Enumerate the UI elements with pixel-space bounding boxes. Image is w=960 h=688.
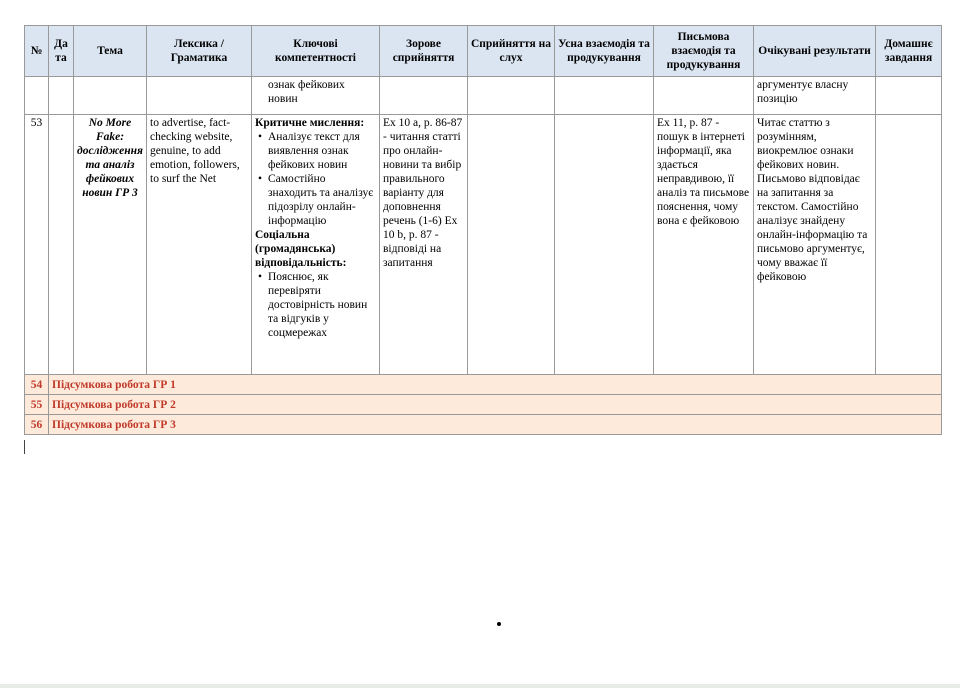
summary-row [25,415,942,435]
critical-thinking-list [255,130,376,228]
header-written: Письмова взаємодія та продукування [654,26,754,77]
cell-empty [25,77,49,115]
summary-row [25,375,942,395]
critical-thinking-heading: Критичне мислення: [255,117,365,129]
window-bottom-edge [0,684,960,688]
cell-empty [49,77,74,115]
list-item: • Аналізує текст для виявлення ознак фейкових новин [268,130,376,172]
header-homework: Домашнє завдання [876,26,942,77]
continuation-row [25,77,942,115]
header-results: Очікувані результати [754,26,876,77]
summary-title: Підсумкова робота ГР 2 [49,395,942,415]
list-item: • Самостійно знаходить та аналізує підозрілу онлайн-інформацію [268,172,376,228]
cont-competences-cell [252,77,380,115]
header-competences: Ключові компетентності [252,26,380,77]
lesson-competences [252,115,380,375]
cell-empty [555,77,654,115]
page-dot [497,622,501,626]
lesson-plan-table [24,25,942,435]
header-vocab: Лексика / Граматика [147,26,252,77]
header-listening: Сприйняття на слух [468,26,555,77]
summary-row [25,395,942,415]
lesson-written: Ex 11, p. 87 - пошук в інтернеті інформації, яка здається неправдивою, її аналіз та письмове пояснення, чому вона є фейковою [654,115,754,375]
summary-title: Підсумкова робота ГР 3 [49,415,942,435]
cont-competences-text: ознак фейкових новин [268,79,345,105]
cell-empty [74,77,147,115]
cell-empty [468,77,555,115]
cell-empty [380,77,468,115]
lesson-oral [555,115,654,375]
header-date: Да та [49,26,74,77]
summary-num: 55 [25,395,49,415]
header-num: № [25,26,49,77]
cell-empty [654,77,754,115]
lesson-date [49,115,74,375]
lesson-theme: No More Fake: дослідження та аналіз фейкових новин ГР 3 [74,115,147,375]
summary-num: 54 [25,375,49,395]
header-theme: Тема [74,26,147,77]
text-cursor [24,440,25,454]
header-row [25,26,942,77]
summary-num: 56 [25,415,49,435]
cont-results-cell: аргументує власну позицію [754,77,876,115]
cell-empty [147,77,252,115]
header-oral: Усна взаємодія та продукування [555,26,654,77]
social-responsibility-heading: Соціальна (громадянська) відповідальність: [255,229,347,269]
lesson-listening [468,115,555,375]
lesson-vocab: to advertise, fact-checking website, genuine, to add emotion, followers, to surf the Net [147,115,252,375]
lesson-homework [876,115,942,375]
lesson-num: 53 [25,115,49,375]
social-responsibility-list [255,270,376,340]
lesson-row [25,115,942,375]
header-visual: Зорове сприйняття [380,26,468,77]
cell-empty [876,77,942,115]
summary-title: Підсумкова робота ГР 1 [49,375,942,395]
lesson-visual: Ex 10 a, p. 86-87 - читання статті про онлайн-новини та вибір правильного варіанту для доповнення речень (1-6) Ex 10 b, p. 87 - відповіді на запитання [380,115,468,375]
list-item: • Пояснює, як перевіряти достовірність новин та відгуків у соцмережах [268,270,376,340]
lesson-results: Читає статтю з розумінням, виокремлює ознаки фейкових новин. Письмово відповідає на запитання за текстом. Самостійно аналізує знайдену онлайн-інформацію та письмово аргументує, чому вважає її фейковою [754,115,876,375]
